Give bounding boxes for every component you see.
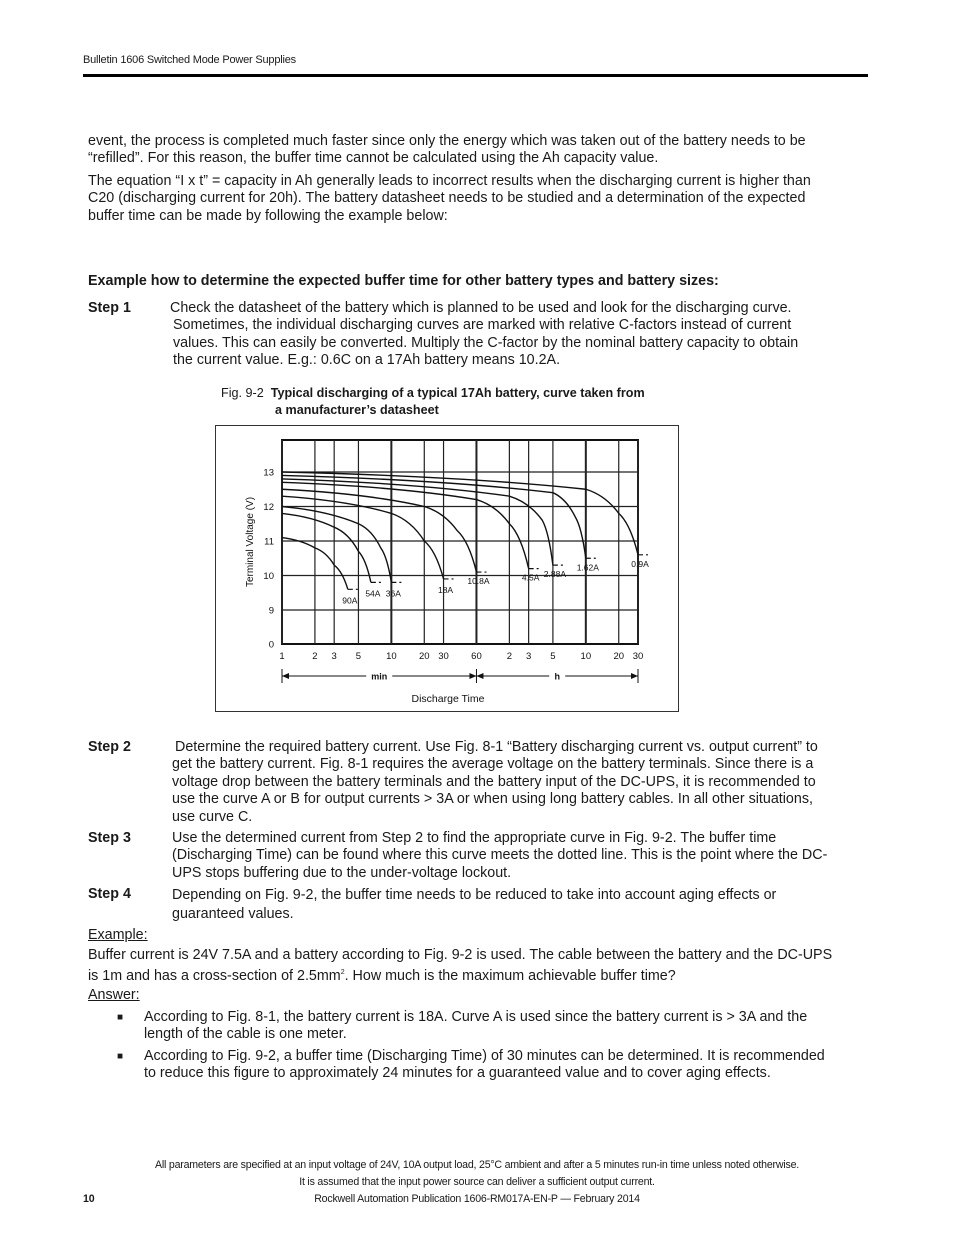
intro-paragraph-1 bbox=[88, 133, 868, 168]
series-label: 0.9A bbox=[631, 558, 649, 569]
x-tick-label: 20 bbox=[613, 651, 625, 662]
answer-bullet-1 bbox=[144, 1009, 864, 1044]
x-tick-label: 30 bbox=[438, 651, 449, 662]
footer-note-1: All parameters are specified at an input voltage of 24V, 10A output load, 25°C ambient and after a 5 minutes run-in time unless noted otherwise. bbox=[154, 1159, 800, 1171]
header-rule bbox=[83, 74, 868, 77]
answer-bullet-line: According to Fig. 9-2, a buffer time (Discharging Time) of 30 minutes can be determined. It is recommended bbox=[144, 1048, 825, 1064]
series-label: 36A bbox=[385, 588, 401, 599]
example-line1: Buffer current is 24V 7.5A and a battery according to Fig. 9-2 is used. The cable between the battery and the DC-UPS bbox=[88, 947, 833, 963]
arrowhead bbox=[469, 673, 476, 679]
series-label: 18A bbox=[437, 584, 454, 595]
step-1-line: Sometimes, the individual discharging curves are marked with relative C-factors instead of current bbox=[173, 317, 792, 334]
y-tick-label: 0 bbox=[268, 639, 274, 651]
bullet-icon: ■ bbox=[117, 1051, 124, 1062]
step-1-line: the current value. E.g.: 0.6C on a 17Ah battery means 10.2A. bbox=[173, 352, 561, 369]
step-2-line: use the curve A or B for output currents > 3A or when using long battery cables. In all other situations, bbox=[172, 791, 813, 808]
unit-label-min: min bbox=[371, 671, 388, 682]
x-axis-label: Discharge Time bbox=[411, 693, 485, 705]
answer-label: Answer: bbox=[88, 987, 140, 1003]
header-title: Bulletin 1606 Switched Mode Power Supplies bbox=[83, 54, 296, 66]
y-tick-label: 9 bbox=[268, 605, 274, 617]
answer-bullet-line: length of the cable is one meter. bbox=[144, 1026, 347, 1043]
figure-title-line2: a manufacturer’s datasheet bbox=[275, 403, 439, 417]
discharge-curve bbox=[282, 482, 529, 568]
intro-p2-line1: The equation “I x t” = capacity in Ah generally leads to incorrect results when the discharging current is higher than bbox=[88, 173, 811, 189]
footer-note-2: It is assumed that the input power source can deliver a sufficient output current. bbox=[299, 1176, 655, 1188]
step-1-line: values. This can easily be converted. Multiply the C-factor by the nominal battery capacity to obtain bbox=[173, 334, 799, 351]
y-axis-label: Terminal Voltage (V) bbox=[245, 496, 256, 588]
step-4-line: Depending on Fig. 9-2, the buffer time needs to be reduced to take into account aging effects or bbox=[172, 887, 777, 903]
example-line2-part: is 1m and has a cross-section of 2.5mm bbox=[88, 968, 341, 985]
y-tick-label: 12 bbox=[263, 502, 274, 513]
series-label: 2.88A bbox=[543, 569, 567, 580]
step-3-text bbox=[172, 830, 862, 882]
unit-label-h: h bbox=[554, 671, 560, 682]
page-number: 10 bbox=[83, 1193, 95, 1205]
x-tick-label: 2 bbox=[312, 651, 318, 662]
plot-frame bbox=[282, 440, 638, 644]
answer-bullet-line: According to Fig. 8-1, the battery current is 18A. Curve A is used since the battery current is > 3A and the bbox=[144, 1009, 808, 1025]
series-label: 4.5A bbox=[521, 572, 540, 583]
example-line2-part: . How much is the maximum achievable buffer time? bbox=[344, 968, 676, 985]
step-4-line: guaranteed values. bbox=[172, 906, 294, 922]
answer-bullet-line: to reduce this figure to approximately 24 minutes for a guaranteed value and to cover aging effects. bbox=[144, 1065, 771, 1082]
step-4-label: Step 4 bbox=[88, 886, 131, 902]
intro-paragraph-2 bbox=[88, 173, 868, 225]
figure-title-line1: Typical discharging of a typical 17Ah battery, curve taken from bbox=[270, 386, 645, 400]
step-2-text bbox=[172, 739, 872, 826]
step-3-line: (Discharging Time) can be found where this curve meets the dotted line. This is the point where the DC- bbox=[172, 847, 828, 864]
x-tick-label: 2 bbox=[506, 651, 513, 662]
intro-p2-line3: buffer time can be made by following the example below: bbox=[88, 207, 448, 224]
x-tick-label: 10 bbox=[580, 651, 592, 662]
step-2-line: voltage drop between the battery terminals and the battery input of the DC-UPS, it is recommended to bbox=[172, 773, 816, 790]
x-tick-label: 3 bbox=[331, 651, 337, 662]
series-label: 54A bbox=[365, 588, 381, 599]
x-tick-label: 5 bbox=[550, 651, 556, 662]
section-title: Example how to determine the expected buffer time for other battery types and battery sizes: bbox=[88, 273, 719, 289]
series-label: 1.62A bbox=[576, 562, 599, 573]
answer-bullet-2 bbox=[144, 1048, 864, 1083]
series-label: 90A bbox=[342, 595, 358, 606]
figure-number: Fig. 9-2 bbox=[221, 386, 264, 400]
arrowhead bbox=[476, 673, 483, 679]
step-3-label: Step 3 bbox=[88, 830, 131, 846]
intro-p1-line2: “refilled”. For this reason, the buffer time cannot be calculated using the Ah capacity value. bbox=[88, 150, 659, 167]
step-1-text bbox=[170, 300, 860, 370]
x-tick-label: 20 bbox=[418, 651, 430, 662]
discharge-curve bbox=[282, 489, 476, 572]
arrowhead bbox=[631, 673, 638, 679]
superscript: 2 bbox=[340, 969, 345, 977]
step-1-label: Step 1 bbox=[88, 300, 131, 316]
discharge-chart-svg bbox=[216, 426, 678, 711]
x-tick-label: 1 bbox=[279, 651, 285, 662]
x-tick-label: 5 bbox=[355, 651, 362, 662]
figure-caption bbox=[221, 385, 645, 419]
discharge-curve bbox=[282, 507, 391, 583]
step-2-line: Determine the required battery current. Use Fig. 8-1 “Battery discharging current vs. output current” to bbox=[175, 739, 818, 755]
y-tick-label: 11 bbox=[264, 536, 274, 548]
x-tick-label: 3 bbox=[525, 651, 532, 662]
publication-info: Rockwell Automation Publication 1606-RM017A-EN-P — February 2014 bbox=[314, 1193, 640, 1205]
step-2-label: Step 2 bbox=[88, 739, 131, 755]
intro-p1-line1: event, the process is completed much faster since only the energy which was taken out of the battery needs to be bbox=[88, 133, 806, 149]
intro-p2-line2: C20 (discharging current for 20h). The battery datasheet needs to be studied and a determination of the expected bbox=[88, 190, 806, 207]
discharge-chart bbox=[215, 425, 679, 712]
x-tick-label: 10 bbox=[386, 651, 397, 662]
series-label: 10.8A bbox=[467, 576, 490, 587]
x-tick-label: 60 bbox=[471, 651, 482, 662]
example-line2 bbox=[88, 964, 873, 985]
discharge-curve bbox=[282, 496, 444, 579]
step-3-line: Use the determined current from Step 2 to find the appropriate curve in Fig. 9-2. The buffer time bbox=[172, 830, 777, 846]
step-4-text bbox=[172, 886, 862, 924]
step-2-line: use curve C. bbox=[172, 808, 253, 825]
y-tick-label: 10 bbox=[263, 571, 274, 582]
example-label: Example: bbox=[88, 927, 148, 943]
bullet-icon: ■ bbox=[117, 1012, 124, 1023]
step-2-line: get the battery current. Fig. 8-1 requires the average voltage on the battery terminals. Since there is a bbox=[172, 756, 814, 773]
step-1-line: Check the datasheet of the battery which is planned to be used and look for the discharging curve. bbox=[170, 300, 792, 316]
y-tick-label: 13 bbox=[263, 467, 274, 479]
x-tick-label: 30 bbox=[632, 651, 644, 662]
example-text bbox=[88, 947, 873, 986]
step-3-line: UPS stops buffering due to the under-voltage lockout. bbox=[172, 864, 512, 881]
arrowhead bbox=[282, 673, 289, 679]
